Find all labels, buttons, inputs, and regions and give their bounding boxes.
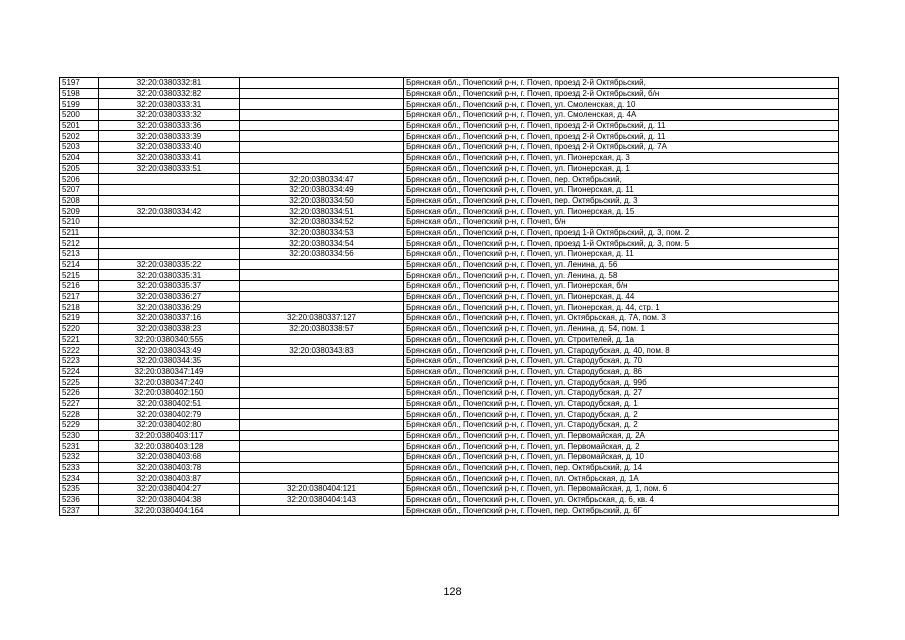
row-number-cell: 5213 — [60, 249, 99, 260]
table-row — [60, 345, 839, 356]
cadastral-number-cell: 32:20:0380403:68 — [99, 452, 240, 463]
address-cell: Брянская обл., Почепский р-н, г. Почеп, ул. Октябрьская, д. 7А, пом. 3 — [404, 313, 839, 324]
linked-cadastral-number-cell: 32:20:0380337:127 — [240, 313, 404, 324]
page-number: 128 — [443, 586, 462, 598]
linked-cadastral-number-cell — [240, 120, 404, 131]
table-row — [60, 484, 839, 495]
cadastral-number-cell — [99, 227, 240, 238]
table-row — [60, 216, 839, 227]
linked-cadastral-number-cell — [240, 430, 404, 441]
table-row — [60, 377, 839, 388]
row-number-cell: 5201 — [60, 120, 99, 131]
cadastral-number-cell: 32:20:0380333:39 — [99, 131, 240, 142]
row-number-cell: 5233 — [60, 462, 99, 473]
row-number-cell: 5229 — [60, 420, 99, 431]
linked-cadastral-number-cell — [240, 473, 404, 484]
row-number-cell: 5235 — [60, 484, 99, 495]
address-cell: Брянская обл., Почепский р-н, г. Почеп, пер. Октябрьский, д. 3 — [404, 195, 839, 206]
address-cell: Брянская обл., Почепский р-н, г. Почеп, проезд 2-й Октябрьский, б/н — [404, 88, 839, 99]
row-number-cell: 5224 — [60, 366, 99, 377]
row-number-cell: 5231 — [60, 441, 99, 452]
linked-cadastral-number-cell: 32:20:0380334:47 — [240, 174, 404, 185]
cadastral-number-cell: 32:20:0380404:38 — [99, 494, 240, 505]
cadastral-number-cell: 32:20:0380404:164 — [99, 505, 240, 516]
linked-cadastral-number-cell — [240, 78, 404, 89]
address-cell: Брянская обл., Почепский р-н, г. Почеп, ул. Ленина, д. 56 — [404, 259, 839, 270]
cadastral-number-cell: 32:20:0380334:42 — [99, 206, 240, 217]
address-cell: Брянская обл., Почепский р-н, г. Почеп, проезд 2-й Октябрьский, д. 11 — [404, 131, 839, 142]
address-cell: Брянская обл., Почепский р-н, г. Почеп, ул. Октябрьская, д. 6, кв. 4 — [404, 494, 839, 505]
address-cell: Брянская обл., Почепский р-н, г. Почеп, ул. Стародубская, д. 2 — [404, 409, 839, 420]
table-row — [60, 206, 839, 217]
row-number-cell: 5236 — [60, 494, 99, 505]
linked-cadastral-number-cell — [240, 291, 404, 302]
linked-cadastral-number-cell: 32:20:0380334:56 — [240, 249, 404, 260]
cadastral-number-cell — [99, 184, 240, 195]
address-cell: Брянская обл., Почепский р-н, г. Почеп, пер. Октябрьский, — [404, 174, 839, 185]
table-row — [60, 462, 839, 473]
cadastral-number-cell — [99, 238, 240, 249]
address-cell: Брянская обл., Почепский р-н, г. Почеп, ул. Первомайская, д. 1, пом. 6 — [404, 484, 839, 495]
table-row — [60, 313, 839, 324]
row-number-cell: 5223 — [60, 355, 99, 366]
linked-cadastral-number-cell: 32:20:0380334:54 — [240, 238, 404, 249]
cadastral-number-cell — [99, 216, 240, 227]
cadastral-number-cell: 32:20:0380340:555 — [99, 334, 240, 345]
address-cell: Брянская обл., Почепский р-н, г. Почеп, проезд 2-й Октябрьский, д. 11 — [404, 120, 839, 131]
address-cell: Брянская обл., Почепский р-н, г. Почеп, ул. Пионерская, д. 44 — [404, 291, 839, 302]
cadastral-number-cell: 32:20:0380337:16 — [99, 313, 240, 324]
address-cell: Брянская обл., Почепский р-н, г. Почеп, ул. Пионерская, д. 1 — [404, 163, 839, 174]
table-row — [60, 334, 839, 345]
linked-cadastral-number-cell: 32:20:0380404:121 — [240, 484, 404, 495]
address-cell: Брянская обл., Почепский р-н, г. Почеп, ул. Первомайская, д. 10 — [404, 452, 839, 463]
cadastral-number-cell: 32:20:0380403:117 — [99, 430, 240, 441]
table-row — [60, 430, 839, 441]
address-cell: Брянская обл., Почепский р-н, г. Почеп, ул. Стародубская, д. 1 — [404, 398, 839, 409]
address-cell: Брянская обл., Почепский р-н, г. Почеп, ул. Первомайская, д. 2А — [404, 430, 839, 441]
cadastral-number-cell: 32:20:0380344:35 — [99, 355, 240, 366]
table-row — [60, 270, 839, 281]
cadastral-number-cell — [99, 174, 240, 185]
row-number-cell: 5234 — [60, 473, 99, 484]
address-cell: Брянская обл., Почепский р-н, г. Почеп, ул. Смоленская, д. 10 — [404, 99, 839, 110]
cadastral-number-cell: 32:20:0380333:51 — [99, 163, 240, 174]
linked-cadastral-number-cell — [240, 302, 404, 313]
address-cell: Брянская обл., Почепский р-н, г. Почеп, проезд 2-й Октябрьский, д. 7А — [404, 142, 839, 153]
row-number-cell: 5226 — [60, 387, 99, 398]
linked-cadastral-number-cell — [240, 334, 404, 345]
table-row — [60, 355, 839, 366]
cadastral-number-cell: 32:20:0380403:78 — [99, 462, 240, 473]
row-number-cell: 5207 — [60, 184, 99, 195]
linked-cadastral-number-cell — [240, 366, 404, 377]
cadastral-number-cell: 32:20:0380332:81 — [99, 78, 240, 89]
address-cell: Брянская обл., Почепский р-н, г. Почеп, пер. Октябрьский, д. 14 — [404, 462, 839, 473]
table-row — [60, 227, 839, 238]
linked-cadastral-number-cell — [240, 387, 404, 398]
table-row — [60, 152, 839, 163]
row-number-cell: 5205 — [60, 163, 99, 174]
linked-cadastral-number-cell: 32:20:0380334:50 — [240, 195, 404, 206]
table-row — [60, 420, 839, 431]
table-row — [60, 88, 839, 99]
table-row — [60, 184, 839, 195]
linked-cadastral-number-cell — [240, 441, 404, 452]
row-number-cell: 5211 — [60, 227, 99, 238]
row-number-cell: 5215 — [60, 270, 99, 281]
row-number-cell: 5228 — [60, 409, 99, 420]
table-body — [60, 78, 839, 516]
row-number-cell: 5232 — [60, 452, 99, 463]
table-row — [60, 441, 839, 452]
table-row — [60, 249, 839, 260]
row-number-cell: 5203 — [60, 142, 99, 153]
address-cell: Брянская обл., Почепский р-н, г. Почеп, ул. Пионерская, б/н — [404, 281, 839, 292]
table-row — [60, 281, 839, 292]
table-row — [60, 78, 839, 89]
address-cell: Брянская обл., Почепский р-н, г. Почеп, ул. Стародубская, д. 27 — [404, 387, 839, 398]
row-number-cell: 5214 — [60, 259, 99, 270]
cadastral-number-cell: 32:20:0380333:32 — [99, 110, 240, 121]
table-row — [60, 323, 839, 334]
row-number-cell: 5200 — [60, 110, 99, 121]
row-number-cell: 5197 — [60, 78, 99, 89]
table-row — [60, 505, 839, 516]
row-number-cell: 5210 — [60, 216, 99, 227]
table-row — [60, 409, 839, 420]
table-row — [60, 163, 839, 174]
linked-cadastral-number-cell — [240, 110, 404, 121]
table-row — [60, 291, 839, 302]
row-number-cell: 5222 — [60, 345, 99, 356]
cadastral-number-cell: 32:20:0380333:31 — [99, 99, 240, 110]
cadastral-number-cell: 32:20:0380403:128 — [99, 441, 240, 452]
linked-cadastral-number-cell: 32:20:0380404:143 — [240, 494, 404, 505]
table-row — [60, 142, 839, 153]
linked-cadastral-number-cell — [240, 99, 404, 110]
table-row — [60, 120, 839, 131]
cadastral-number-cell: 32:20:0380338:23 — [99, 323, 240, 334]
address-cell: Брянская обл., Почепский р-н, г. Почеп, ул. Пионерская, д. 44, стр. 1 — [404, 302, 839, 313]
table-row — [60, 387, 839, 398]
row-number-cell: 5225 — [60, 377, 99, 388]
linked-cadastral-number-cell: 32:20:0380334:51 — [240, 206, 404, 217]
row-number-cell: 5198 — [60, 88, 99, 99]
address-cell: Брянская обл., Почепский р-н, г. Почеп, ул. Первомайская, д. 2 — [404, 441, 839, 452]
table-row — [60, 473, 839, 484]
address-cell: Брянская обл., Почепский р-н, г. Почеп, проезд 2-й Октябрьский, — [404, 78, 839, 89]
cadastral-number-cell: 32:20:0380402:150 — [99, 387, 240, 398]
row-number-cell: 5199 — [60, 99, 99, 110]
linked-cadastral-number-cell — [240, 420, 404, 431]
cadastral-number-cell: 32:20:0380335:37 — [99, 281, 240, 292]
table-row — [60, 366, 839, 377]
table-row — [60, 398, 839, 409]
address-cell: Брянская обл., Почепский р-н, г. Почеп, проезд 1-й Октябрьский, д. 3, пом. 2 — [404, 227, 839, 238]
cadastral-number-cell — [99, 195, 240, 206]
address-cell: Брянская обл., Почепский р-н, г. Почеп, ул. Ленина, д. 54, пом. 1 — [404, 323, 839, 334]
address-cell: Брянская обл., Почепский р-н, г. Почеп, ул. Ленина, д. 58 — [404, 270, 839, 281]
address-cell: Брянская обл., Почепский р-н, г. Почеп, ул. Стародубская, д. 2 — [404, 420, 839, 431]
cadastral-number-cell: 32:20:0380336:29 — [99, 302, 240, 313]
row-number-cell: 5230 — [60, 430, 99, 441]
cadastral-number-cell: 32:20:0380402:51 — [99, 398, 240, 409]
linked-cadastral-number-cell: 32:20:0380343:83 — [240, 345, 404, 356]
address-cell: Брянская обл., Почепский р-н, г. Почеп, пер. Октябрьский, д. 6Г — [404, 505, 839, 516]
table-row — [60, 99, 839, 110]
cadastral-number-cell: 32:20:0380347:240 — [99, 377, 240, 388]
address-cell: Брянская обл., Почепский р-н, г. Почеп, ул. Стародубская, д. 86 — [404, 366, 839, 377]
cadastral-number-cell: 32:20:0380333:36 — [99, 120, 240, 131]
cadastral-number-cell: 32:20:0380333:40 — [99, 142, 240, 153]
cadastral-number-cell: 32:20:0380333:41 — [99, 152, 240, 163]
linked-cadastral-number-cell — [240, 270, 404, 281]
linked-cadastral-number-cell: 32:20:0380334:52 — [240, 216, 404, 227]
row-number-cell: 5204 — [60, 152, 99, 163]
linked-cadastral-number-cell — [240, 377, 404, 388]
row-number-cell: 5202 — [60, 131, 99, 142]
linked-cadastral-number-cell — [240, 452, 404, 463]
linked-cadastral-number-cell: 32:20:0380338:57 — [240, 323, 404, 334]
row-number-cell: 5209 — [60, 206, 99, 217]
row-number-cell: 5216 — [60, 281, 99, 292]
linked-cadastral-number-cell — [240, 462, 404, 473]
linked-cadastral-number-cell: 32:20:0380334:53 — [240, 227, 404, 238]
row-number-cell: 5237 — [60, 505, 99, 516]
address-cell: Брянская обл., Почепский р-н, г. Почеп, ул. Стародубская, д. 70 — [404, 355, 839, 366]
row-number-cell: 5220 — [60, 323, 99, 334]
address-cell: Брянская обл., Почепский р-н, г. Почеп, ул. Пионерская, д. 3 — [404, 152, 839, 163]
row-number-cell: 5227 — [60, 398, 99, 409]
row-number-cell: 5208 — [60, 195, 99, 206]
cadastral-number-cell: 32:20:0380335:31 — [99, 270, 240, 281]
linked-cadastral-number-cell — [240, 131, 404, 142]
cadastral-number-cell: 32:20:0380402:80 — [99, 420, 240, 431]
cadastral-number-cell: 32:20:0380402:79 — [99, 409, 240, 420]
row-number-cell: 5212 — [60, 238, 99, 249]
linked-cadastral-number-cell — [240, 142, 404, 153]
row-number-cell: 5218 — [60, 302, 99, 313]
address-cell: Брянская обл., Почепский р-н, г. Почеп, ул. Пионерская, д. 15 — [404, 206, 839, 217]
address-cell: Брянская обл., Почепский р-н, г. Почеп, б/н — [404, 216, 839, 227]
linked-cadastral-number-cell — [240, 163, 404, 174]
row-number-cell: 5206 — [60, 174, 99, 185]
cadastral-number-cell: 32:20:0380347:149 — [99, 366, 240, 377]
linked-cadastral-number-cell — [240, 505, 404, 516]
cadastral-table — [59, 77, 839, 516]
linked-cadastral-number-cell — [240, 398, 404, 409]
table-row — [60, 195, 839, 206]
table-row — [60, 174, 839, 185]
address-cell: Брянская обл., Почепский р-н, г. Почеп, ул. Стародубская, д. 99б — [404, 377, 839, 388]
address-cell: Брянская обл., Почепский р-н, г. Почеп, ул. Стародубская, д. 40, пом. 8 — [404, 345, 839, 356]
table-row — [60, 302, 839, 313]
row-number-cell: 5217 — [60, 291, 99, 302]
table-row — [60, 110, 839, 121]
address-cell: Брянская обл., Почепский р-н, г. Почеп, ул. Смоленская, д. 4А — [404, 110, 839, 121]
cadastral-number-cell: 32:20:0380404:27 — [99, 484, 240, 495]
address-cell: Брянская обл., Почепский р-н, г. Почеп, проезд 1-й Октябрьский, д. 3, пом. 5 — [404, 238, 839, 249]
row-number-cell: 5219 — [60, 313, 99, 324]
table-row — [60, 494, 839, 505]
address-cell: Брянская обл., Почепский р-н, г. Почеп, ул. Пионерская, д. 11 — [404, 184, 839, 195]
row-number-cell: 5221 — [60, 334, 99, 345]
linked-cadastral-number-cell — [240, 259, 404, 270]
cadastral-number-cell: 32:20:0380332:82 — [99, 88, 240, 99]
linked-cadastral-number-cell — [240, 152, 404, 163]
linked-cadastral-number-cell — [240, 355, 404, 366]
address-cell: Брянская обл., Почепский р-н, г. Почеп, ул. Пионерская, д. 11 — [404, 249, 839, 260]
cadastral-number-cell — [99, 249, 240, 260]
address-cell: Брянская обл., Почепский р-н, г. Почеп, ул. Строителей, д. 1а — [404, 334, 839, 345]
linked-cadastral-number-cell — [240, 409, 404, 420]
cadastral-number-cell: 32:20:0380403:87 — [99, 473, 240, 484]
table-row — [60, 452, 839, 463]
cadastral-number-cell: 32:20:0380343:49 — [99, 345, 240, 356]
linked-cadastral-number-cell — [240, 281, 404, 292]
table-row — [60, 131, 839, 142]
table-row — [60, 259, 839, 270]
linked-cadastral-number-cell — [240, 88, 404, 99]
cadastral-number-cell: 32:20:0380335:22 — [99, 259, 240, 270]
address-cell: Брянская обл., Почепский р-н, г. Почеп, пл. Октябрьская, д. 1А — [404, 473, 839, 484]
table-row — [60, 238, 839, 249]
linked-cadastral-number-cell: 32:20:0380334:49 — [240, 184, 404, 195]
cadastral-number-cell: 32:20:0380336:27 — [99, 291, 240, 302]
